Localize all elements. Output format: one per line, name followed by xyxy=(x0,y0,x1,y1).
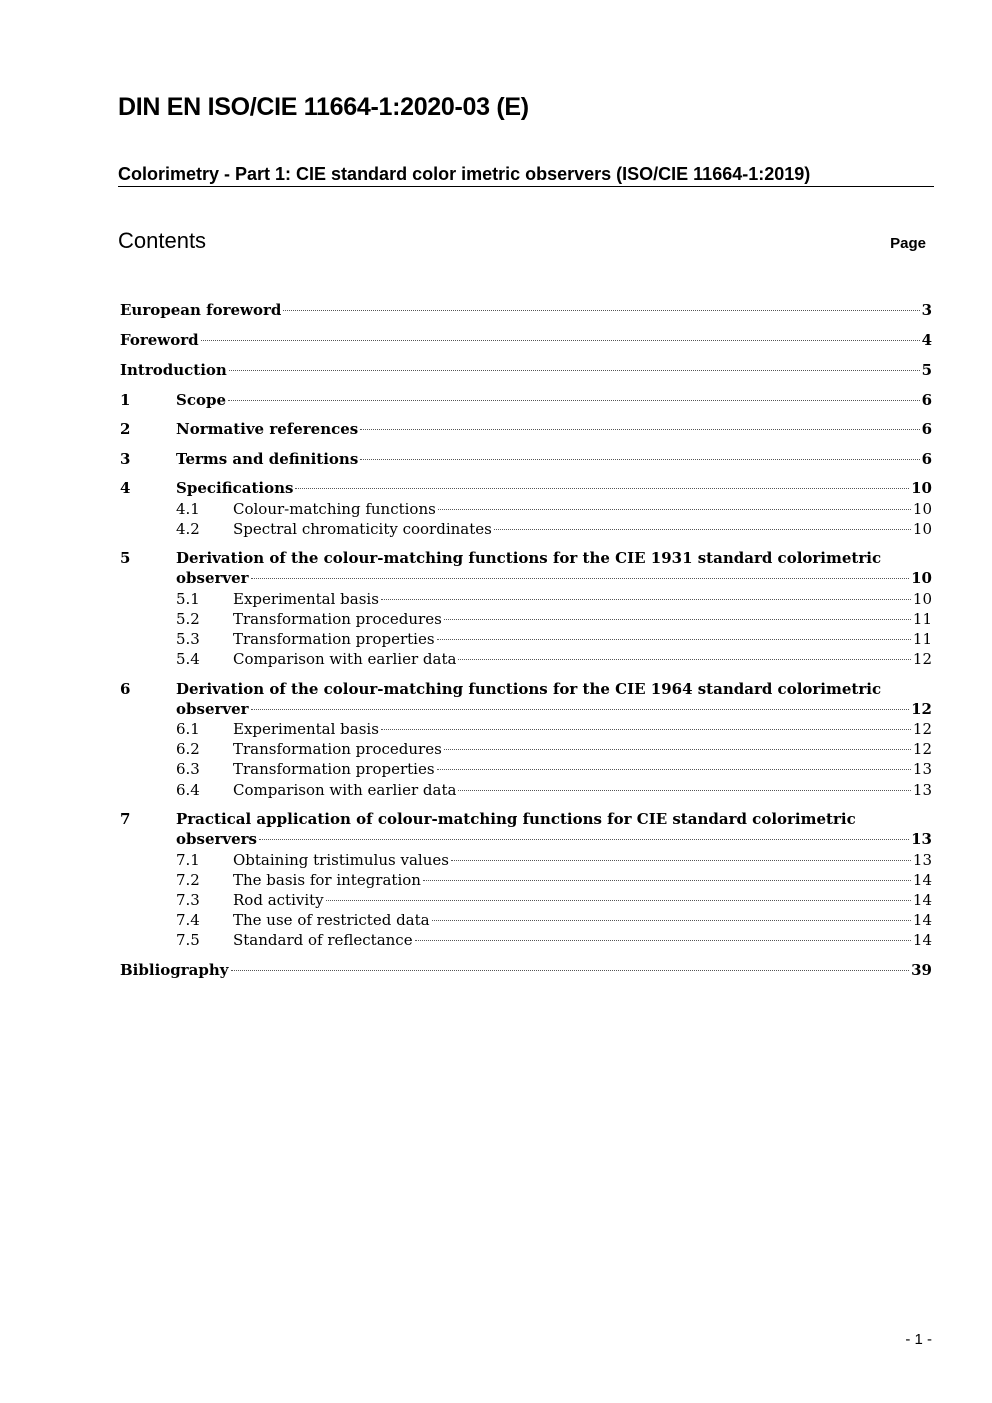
toc-entry-page: 12 xyxy=(912,720,932,738)
toc-entry-title: observers xyxy=(176,830,257,848)
toc-entry-page: 11 xyxy=(912,610,932,628)
toc-entry-page: 10 xyxy=(911,479,932,497)
toc-entry-title: Scope xyxy=(176,391,227,409)
toc-subentry-number: 7.5 xyxy=(176,931,200,949)
toc-entry[interactable] xyxy=(120,960,932,980)
dot-leader xyxy=(326,900,911,901)
contents-heading: Contents xyxy=(118,228,207,253)
toc-entry-title: observer xyxy=(176,569,249,587)
dot-leader xyxy=(458,790,910,791)
toc-entry[interactable] xyxy=(176,699,932,719)
dot-leader xyxy=(360,459,919,460)
toc-entry[interactable] xyxy=(120,330,932,350)
dot-leader xyxy=(381,599,911,600)
toc-subentry[interactable] xyxy=(176,609,932,629)
toc-subentry[interactable] xyxy=(176,930,932,950)
dot-leader xyxy=(438,509,911,510)
toc-entry-title: Comparison with earlier data xyxy=(233,650,457,668)
toc-subentry[interactable] xyxy=(176,719,932,739)
toc-entry-page: 10 xyxy=(912,500,932,518)
toc-entry-page: 12 xyxy=(911,700,932,718)
toc-entry-title: Transformation procedures xyxy=(233,740,442,758)
toc-entry[interactable] xyxy=(176,419,932,439)
document-title: DIN EN ISO/CIE 11664-1:2020-03 (E) xyxy=(118,93,529,121)
toc-entry-number: 5 xyxy=(120,549,131,567)
dot-leader xyxy=(444,619,911,620)
toc-entry-page: 13 xyxy=(911,830,932,848)
toc-entry-page: 14 xyxy=(912,891,932,909)
toc-entry-title: Introduction xyxy=(120,361,227,379)
toc-entry-number: 2 xyxy=(120,420,131,438)
toc-entry-page: 12 xyxy=(912,740,932,758)
toc-subentry-number: 5.3 xyxy=(176,630,200,648)
toc-subentry[interactable] xyxy=(176,589,932,609)
toc-entry-page: 11 xyxy=(912,630,932,648)
dot-leader xyxy=(259,839,909,840)
toc-subentry-number: 6.3 xyxy=(176,760,200,778)
toc-entry-page: 13 xyxy=(912,760,932,778)
toc-entry[interactable] xyxy=(176,390,932,410)
toc-subentry[interactable] xyxy=(176,649,932,669)
toc-entry-number: 6 xyxy=(120,680,131,698)
toc-entry-page: 4 xyxy=(921,331,932,349)
toc-entry-page: 13 xyxy=(912,781,932,799)
toc-entry-page: 10 xyxy=(912,590,932,608)
toc-entry-page: 14 xyxy=(912,931,932,949)
toc-entry-title: Transformation procedures xyxy=(233,610,442,628)
toc-entry[interactable] xyxy=(120,360,932,380)
dot-leader xyxy=(251,578,910,579)
toc-entry-number: 1 xyxy=(120,391,131,409)
toc-subentry-number: 7.2 xyxy=(176,871,200,889)
dot-leader xyxy=(231,970,910,971)
toc-entry[interactable] xyxy=(176,478,932,498)
toc-subentry-number: 4.1 xyxy=(176,500,200,518)
toc-subentry-number: 4.2 xyxy=(176,520,200,538)
toc-entry-page: 39 xyxy=(911,961,932,979)
toc-subentry[interactable] xyxy=(176,629,932,649)
toc-entry-title: Colour-matching functions xyxy=(233,500,436,518)
toc-entry-title: Rod activity xyxy=(233,891,324,909)
toc-entry-page: 5 xyxy=(921,361,932,379)
dot-leader xyxy=(381,729,911,730)
toc-entry-page: 12 xyxy=(912,650,932,668)
toc-entry-title: Comparison with earlier data xyxy=(233,781,457,799)
dot-leader xyxy=(229,370,920,371)
toc-entry-page: 6 xyxy=(921,420,932,438)
toc-entry-page: 10 xyxy=(912,520,932,538)
toc-subentry[interactable] xyxy=(176,739,932,759)
toc-subentry[interactable] xyxy=(176,759,932,779)
toc-entry-title: European foreword xyxy=(120,301,282,319)
toc-entry-title: Transformation properties xyxy=(233,760,435,778)
page-column-label: Page xyxy=(890,235,926,252)
dot-leader xyxy=(201,340,920,341)
toc-entry-title: Experimental basis xyxy=(233,590,379,608)
dot-leader xyxy=(494,529,911,530)
toc-subentry-number: 7.3 xyxy=(176,891,200,909)
page-number: - 1 - xyxy=(905,1331,932,1348)
toc-entry-page: 14 xyxy=(912,871,932,889)
dot-leader xyxy=(423,880,911,881)
dot-leader xyxy=(444,749,911,750)
toc-entry-title: Terms and definitions xyxy=(176,450,359,468)
toc-subentry[interactable] xyxy=(176,890,932,910)
toc-entry[interactable] xyxy=(176,449,932,469)
toc-entry-page: 10 xyxy=(911,569,932,587)
toc-entry-page: 6 xyxy=(921,391,932,409)
toc-entry-page: 6 xyxy=(921,450,932,468)
toc-subentry[interactable] xyxy=(176,910,932,930)
toc-subentry-number: 5.2 xyxy=(176,610,200,628)
toc-entry-title: Bibliography xyxy=(120,961,229,979)
document-subtitle: Colorimetry - Part 1: CIE standard color imetric observers (ISO/CIE 11664-1:2019) xyxy=(118,164,934,187)
toc-entry-title: Experimental basis xyxy=(233,720,379,738)
toc-subentry[interactable] xyxy=(176,780,932,800)
toc-entry-title: The use of restricted data xyxy=(233,911,430,929)
toc-subentry-number: 5.4 xyxy=(176,650,200,668)
toc-subentry-number: 6.2 xyxy=(176,740,200,758)
toc-entry[interactable] xyxy=(176,829,932,849)
dot-leader xyxy=(228,400,920,401)
toc-subentry-number: 6.1 xyxy=(176,720,200,738)
toc-entry-title: Spectral chromaticity coordinates xyxy=(233,520,492,538)
dot-leader xyxy=(451,860,911,861)
toc-entry-page: 14 xyxy=(912,911,932,929)
toc-entry-title: observer xyxy=(176,700,249,718)
toc-entry-title: Transformation properties xyxy=(233,630,435,648)
toc-entry-title: Specifications xyxy=(176,479,294,497)
toc-entry-number: 7 xyxy=(120,810,131,828)
toc-subentry-number: 5.1 xyxy=(176,590,200,608)
toc-subentry[interactable] xyxy=(176,850,932,870)
dot-leader xyxy=(295,488,909,489)
toc-entry-title: Standard of reflectance xyxy=(233,931,413,949)
toc-entry-title: Foreword xyxy=(120,331,199,349)
toc-entry[interactable] xyxy=(120,300,932,320)
toc-entry[interactable] xyxy=(176,568,932,588)
toc-entry-page: 13 xyxy=(912,851,932,869)
toc-entry-title-line1: Derivation of the colour-matching functions for the CIE 1931 standard colorimetric xyxy=(176,549,882,567)
toc-entry-title: Obtaining tristimulus values xyxy=(233,851,449,869)
toc-entry-title-line1: Practical application of colour-matching functions for CIE standard colorimetric xyxy=(176,810,856,828)
dot-leader xyxy=(458,659,910,660)
dot-leader xyxy=(415,940,911,941)
toc-subentry[interactable] xyxy=(176,519,932,539)
toc-subentry[interactable] xyxy=(176,870,932,890)
dot-leader xyxy=(432,920,911,921)
dot-leader xyxy=(437,639,911,640)
toc-entry-title: Normative references xyxy=(176,420,359,438)
toc-subentry-number: 7.1 xyxy=(176,851,200,869)
dot-leader xyxy=(251,709,910,710)
toc-entry-title: The basis for integration xyxy=(233,871,421,889)
dot-leader xyxy=(360,429,919,430)
toc-entry-page: 3 xyxy=(921,301,932,319)
dot-leader xyxy=(283,310,919,311)
toc-subentry[interactable] xyxy=(176,499,932,519)
toc-entry-title-line1: Derivation of the colour-matching functions for the CIE 1964 standard colorimetric xyxy=(176,680,882,698)
toc-subentry-number: 6.4 xyxy=(176,781,200,799)
toc-subentry-number: 7.4 xyxy=(176,911,200,929)
dot-leader xyxy=(437,769,911,770)
toc-entry-number: 4 xyxy=(120,479,131,497)
toc-entry-number: 3 xyxy=(120,450,131,468)
